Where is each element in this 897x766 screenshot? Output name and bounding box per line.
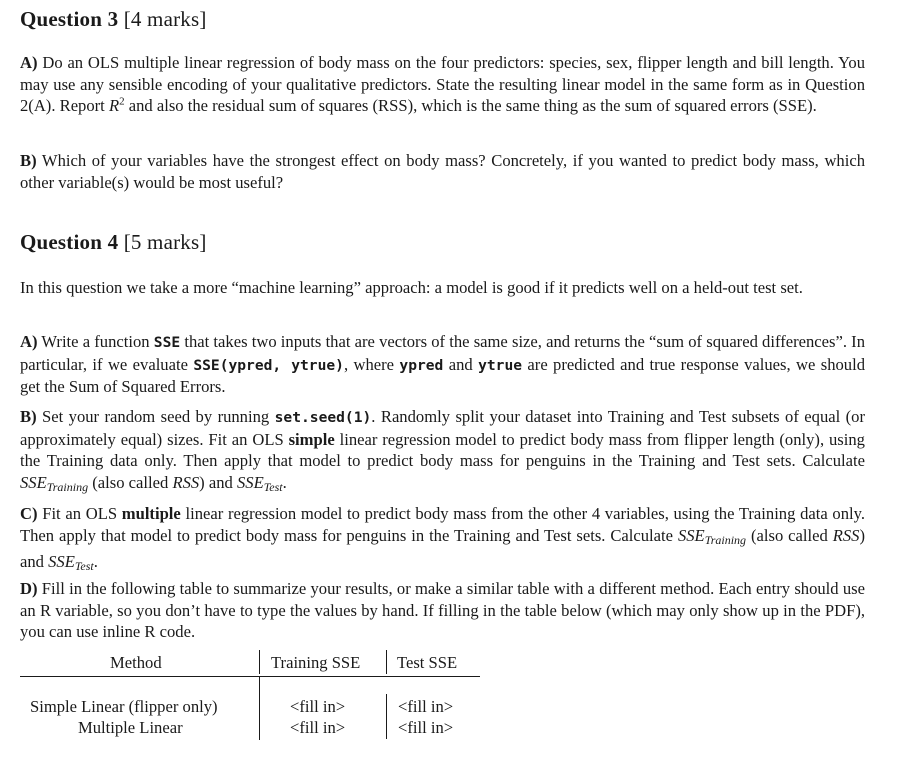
q4-b-text-1: Set your random seed by running [42, 407, 270, 426]
q4-a-text-5: are predicted and true response values, we should get the Sum of Squared Errors. [20, 354, 866, 397]
table-row-method: Simple Linear (flipper only) [30, 697, 218, 716]
r-squared-symbol: R [108, 96, 120, 116]
table-header-test-sse: Test SSE [397, 653, 458, 672]
q4-a-label: A) [20, 332, 38, 351]
q4-c-text-5: . [93, 552, 98, 572]
q4-intro-text: In this question we take a more “machine learning” approach: a model is good if it predicts well on a held-out test set. [20, 278, 803, 297]
sse-training-subscript: Training [46, 479, 89, 494]
table-divider [259, 676, 260, 740]
question-3-marks: [4 marks] [123, 7, 207, 31]
question-4-marks: [5 marks] [123, 230, 207, 254]
q3-a-text: Do an OLS multiple linear regression of body mass on the four predictors: species, sex, flipper length and bill length. You may use any sensible encoding of your qualitative predictors. State the resulting linear model in the same form as in Question 2(A). Report [20, 53, 865, 116]
sse-training-symbol: SSE [20, 472, 47, 492]
q4-c-text-2: linear regression model to predict body mass from the other 4 variables, using the Training data only. Then apply that model to predict body mass for penguins in the Training and Test sets. Calculate [20, 504, 865, 545]
q4-b-text-4: (also called [92, 472, 169, 492]
q3-a-text-continued: and also the residual sum of squares (RSS), which is the same thing as the sum of squared errors (SSE). [128, 96, 817, 116]
r-squared-superscript: 2 [119, 95, 125, 108]
code-ytrue: ytrue [478, 356, 523, 374]
table-divider [386, 650, 387, 674]
q3-b-text: Which of your variables have the strongest effect on body mass? Concretely, if you wanted to predict body mass, which other variable(s) would be most useful? [20, 151, 865, 192]
q4-part-c [20, 503, 865, 578]
sse-test-symbol: SSE [236, 472, 264, 492]
code-sse-call: SSE(ypred, ytrue) [193, 356, 344, 374]
q4-a-text-4: and [448, 354, 473, 374]
q4-d-label: D) [20, 579, 38, 598]
q4-part-d [20, 578, 865, 643]
q4-c-label: C) [20, 504, 38, 523]
table-row-training-sse: <fill in> [290, 697, 346, 716]
q4-b-text-3: linear regression model to predict body mass from flipper length (only), using the Training data only. Then apply that model to predict body mass for penguins in the Training and Test sets. Calculate [20, 429, 865, 471]
question-4-title: Question 4 [20, 230, 119, 254]
table-row-test-sse: <fill in> [398, 697, 454, 716]
sse-test-subscript: Test [263, 479, 283, 494]
rss-symbol: RSS [172, 472, 200, 492]
sse-training-subscript: Training [704, 532, 747, 547]
rss-symbol: RSS [832, 525, 860, 545]
q4-part-b [20, 406, 865, 498]
q3-part-a [20, 52, 865, 117]
q3-a-label: A) [20, 53, 38, 72]
q4-a-text-1: Write a function [41, 332, 150, 351]
table-divider [259, 650, 260, 674]
q4-b-text-5: ) and [199, 472, 233, 492]
table-header-rule [20, 676, 480, 677]
sse-test-subscript: Test [74, 559, 94, 574]
q4-c-text-4: ) and [20, 525, 865, 572]
table-row-test-sse: <fill in> [398, 718, 454, 737]
q4-part-a [20, 331, 865, 398]
code-sse: SSE [153, 334, 181, 351]
q3-b-label: B) [20, 151, 37, 170]
q4-c-text-3: (also called [750, 525, 828, 545]
question-3-heading [20, 7, 207, 32]
q3-part-b [20, 150, 865, 193]
q4-b-text-6: . [282, 472, 287, 492]
q4-a-text-2: that takes two inputs that are vectors of the same size, and returns the “sum of squared differences”. In particular, if we evaluate [20, 332, 865, 374]
question-3-title: Question 3 [20, 7, 119, 31]
q4-b-label: B) [20, 407, 37, 426]
q4-d-text: Fill in the following table to summarize your results, or make a similar table with a different method. Each entry should use an R variable, so you don’t have to type the values by hand. If filling in the table below (which may only show up in the PDF), you can use inline R code. [20, 579, 865, 642]
q4-c-multiple: multiple [121, 504, 181, 523]
q4-a-text-3: , where [343, 354, 395, 374]
q4-b-simple: simple [288, 429, 335, 449]
q4-intro [20, 277, 865, 299]
code-set-seed: set.seed(1) [274, 409, 372, 426]
table-row-training-sse: <fill in> [290, 718, 346, 737]
code-ypred: ypred [399, 356, 444, 374]
sse-training-symbol: SSE [677, 525, 705, 545]
table-row-method: Multiple Linear [78, 718, 183, 737]
results-table [20, 650, 480, 745]
q4-b-text-2: . Randomly split your dataset into Training and Test subsets of equal (or approximately equal) sizes. Fit an OLS [20, 407, 865, 449]
table-header-method: Method [110, 653, 162, 672]
sse-test-symbol: SSE [48, 552, 75, 572]
table-divider [386, 694, 387, 739]
q4-c-text-1: Fit an OLS [42, 504, 118, 523]
question-4-heading [20, 230, 207, 255]
table-header-training-sse: Training SSE [271, 653, 361, 672]
